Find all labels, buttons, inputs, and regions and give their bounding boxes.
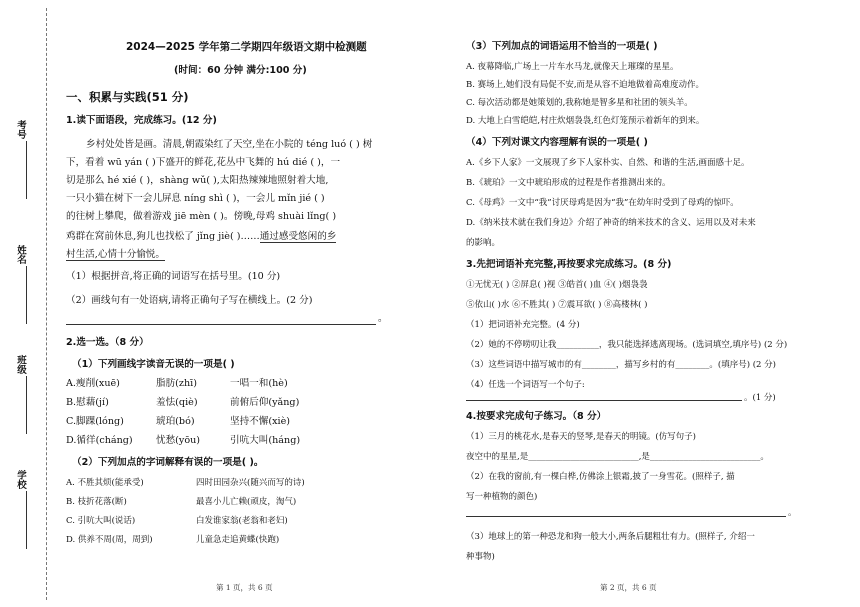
binding-field-name bbox=[14, 245, 38, 324]
sub-question: （2）在我的窗前,有一棵白桦,仿佛涂上银霜,披了一身雪花。(照样子, 描 bbox=[466, 472, 735, 482]
sub-question-title: （4）下列对课文内容理解有误的一项是( ) bbox=[466, 137, 648, 148]
idiom-row: ①无忧无( ) ②屏息( )视 ③皓首( )血 ④( )烟袅袅 bbox=[466, 280, 648, 290]
answer-line[interactable] bbox=[466, 400, 742, 401]
underlined-sentence: 村生活,心情十分愉悦。 bbox=[66, 249, 165, 260]
page-number-right: 第 2 页，共 6 页 bbox=[600, 583, 657, 592]
sub-question: （1）把词语补充完整。(4 分) bbox=[466, 320, 580, 330]
question-3-title: 3.先把词语补充完整,再按要求完成练习。(8 分) bbox=[466, 259, 672, 270]
section-heading: 一、积累与实践(51 分) bbox=[66, 90, 189, 104]
page-number-left: 第 1 页，共 6 页 bbox=[216, 583, 273, 592]
option-a: A.《乡下人家》一文展现了乡下人家朴实、自然、和谐的生活,画面感十足。 bbox=[466, 158, 750, 168]
binding-field-exam-number bbox=[14, 120, 38, 199]
passage-line: 下，看着 wū yán ( )下盛开的鲜花,花丛中飞舞的 hú dié ( )，一 bbox=[66, 157, 341, 168]
question-4-title: 4.按要求完成句子练习。（8 分） bbox=[466, 411, 607, 422]
sub-question: （3）地球上的第一种恐龙和狗一般大小,两条后腿粗壮有力。(照样子, 介绍一 bbox=[466, 532, 755, 542]
option-word: 琥珀(bó) bbox=[156, 416, 195, 427]
answer-line[interactable] bbox=[466, 516, 786, 517]
passage-line: 的往树上攀爬，做着游戏 jiē mèn ( )。傍晚,母鸡 shuài lǐng( ) bbox=[66, 211, 337, 222]
right-page bbox=[466, 0, 796, 607]
option-a: A. 夜幕降临,广场上一片车水马龙,就像天上璀璨的星星。 bbox=[466, 62, 679, 72]
option-word: 四时田园杂兴(随兴而写的诗) bbox=[196, 478, 305, 488]
passage-line bbox=[66, 248, 165, 262]
binding-label-name: 姓名 bbox=[15, 245, 26, 264]
sub-question: （3）这些词语中描写城市的有________，描写乡村的有________。(填序号) (2 分) bbox=[466, 360, 776, 370]
binding-label-exam-number: 考号 bbox=[15, 120, 26, 139]
sub-question-title: （3）下列加点的词语运用不恰当的一项是( ) bbox=[466, 41, 658, 52]
question-2-title: 2.选一选。（8 分） bbox=[66, 337, 149, 348]
option-c: C.《母鸡》一文中“我”讨厌母鸡是因为“我”在幼年时受到了母鸡的惊吓。 bbox=[466, 198, 739, 208]
binding-field-school bbox=[14, 470, 38, 549]
option-c: C. 引吭大叫(说话) bbox=[66, 516, 136, 526]
option-d: D.《纳米技术就在我们身边》介绍了神奇的纳米技术的含义、运用以及对未来 bbox=[466, 218, 756, 228]
option-d: D. 大地上白雪皑皑,村庄炊烟袅袅,红色灯笼预示着新年的到来。 bbox=[466, 116, 705, 126]
sub-question-title: （2）下列加点的字词解释有误的一项是( )。 bbox=[72, 457, 264, 468]
sub-question: （4）任选一个词语写一个句子: bbox=[466, 380, 585, 390]
option-word: 儿童急走追黄蝶(快跑) bbox=[196, 535, 280, 545]
answer-line[interactable] bbox=[66, 324, 376, 325]
sub-question: （1）三月的桃花水,是春天的竖琴,是春天的明镜。(仿写句子) bbox=[466, 432, 696, 442]
binding-blank[interactable] bbox=[26, 141, 27, 199]
answer-period: 。 bbox=[788, 508, 797, 518]
option-a: A. 不胜其烦(能承受) bbox=[66, 478, 144, 488]
option-a: A.瘦削(xuē) bbox=[66, 378, 120, 389]
passage-line: 切是那么 hé xié ( )，shàng wǔ( ),太阳热辣辣地照射着大地, bbox=[66, 175, 329, 186]
idiom-row: ⑤依山( )水 ⑥不胜其( ) ⑦震耳欲( ) ⑧高楼林( ) bbox=[466, 300, 648, 310]
option-word: 一唱一和(hè) bbox=[230, 378, 288, 389]
option-b: B. 枝折花落(断) bbox=[66, 497, 127, 507]
option-b: B.慰藉(jí) bbox=[66, 397, 109, 408]
option-b: B.《琥珀》一文中琥珀形成的过程是作者推测出来的。 bbox=[466, 178, 671, 188]
sub-question-cont: 写一种植物的颜色) bbox=[466, 492, 538, 502]
option-d-cont: 的影响。 bbox=[466, 238, 501, 248]
score-note: 。(1 分) bbox=[744, 393, 776, 403]
underlined-sentence: 通过感受悠闲的乡 bbox=[259, 231, 337, 242]
sub-question: （2）她的不停唠叨让我__________，我只能选择逃离现场。(选词填空,填序号) (2 分) bbox=[466, 340, 788, 350]
left-page bbox=[66, 0, 448, 607]
option-c: C.脚踝(lóng) bbox=[66, 416, 124, 427]
option-b: B. 赛场上,她们没有局促不安,而是从容不迫地做着高难度动作。 bbox=[466, 80, 705, 90]
option-word: 引吭大叫(háng) bbox=[230, 435, 301, 446]
option-word: 前俯后仰(yǎng) bbox=[230, 397, 300, 408]
passage-line: 乡村处处皆是画。清晨,朝霞染红了天空,坐在小院的 téng luó ( ) 树 bbox=[86, 139, 373, 150]
binding-blank[interactable] bbox=[26, 376, 27, 434]
sub-question-title: （1）下列画线字读音无误的一项是( ) bbox=[72, 359, 235, 370]
option-word: 坚持不懈(xiè) bbox=[230, 416, 291, 427]
option-d: D.循徉(cháng) bbox=[66, 435, 133, 446]
option-word: 白发谁家翁(老翁和老妇) bbox=[196, 516, 288, 526]
exam-subtitle: (时间：60 分钟 满分:100 分) bbox=[174, 65, 307, 76]
option-c: C. 每次活动都是她策划的,我称她是智多星和社团的领头羊。 bbox=[466, 98, 693, 108]
exam-title: 2024—2025 学年第二学期四年级语文期中检测题 bbox=[126, 41, 367, 53]
binding-label-class: 班级 bbox=[15, 355, 26, 374]
option-d: D. 供养不周(周，周到) bbox=[66, 535, 153, 545]
option-word: 羞怯(qiè) bbox=[156, 397, 198, 408]
sub-question: （2）画线句有一处语病,请将正确句子写在横线上。(2 分) bbox=[66, 295, 313, 306]
option-word: 最喜小儿亡赖(顽皮，淘气) bbox=[196, 497, 297, 507]
binding-blank[interactable] bbox=[26, 491, 27, 549]
passage-line: 一只小猫在树下一会儿屏息 níng shì ( )，一会儿 mǐn jié ( ) bbox=[66, 193, 325, 204]
fill-line[interactable]: 夜空中的星星,是__________________________,是__________________________。 bbox=[466, 452, 769, 462]
binding-blank[interactable] bbox=[26, 266, 27, 324]
binding-label-school: 学校 bbox=[15, 470, 26, 489]
sub-question: （1）根据拼音,将正确的词语写在括号里。(10 分) bbox=[66, 271, 281, 282]
sub-question-cont: 种事物) bbox=[466, 552, 495, 562]
option-word: 脂肪(zhī) bbox=[156, 378, 197, 389]
option-word: 忧愁(yōu) bbox=[156, 435, 201, 446]
answer-period: 。 bbox=[378, 313, 388, 324]
binding-strip bbox=[0, 0, 62, 607]
question-1-title: 1.读下面语段，完成练习。(12 分) bbox=[66, 115, 217, 126]
passage-text: 鸡群在窝前休息,狗儿也找松了 jǐng jiè( )…… bbox=[66, 231, 260, 242]
binding-field-class bbox=[14, 355, 38, 434]
binding-dashed-line bbox=[46, 8, 47, 600]
passage-line bbox=[66, 230, 336, 244]
